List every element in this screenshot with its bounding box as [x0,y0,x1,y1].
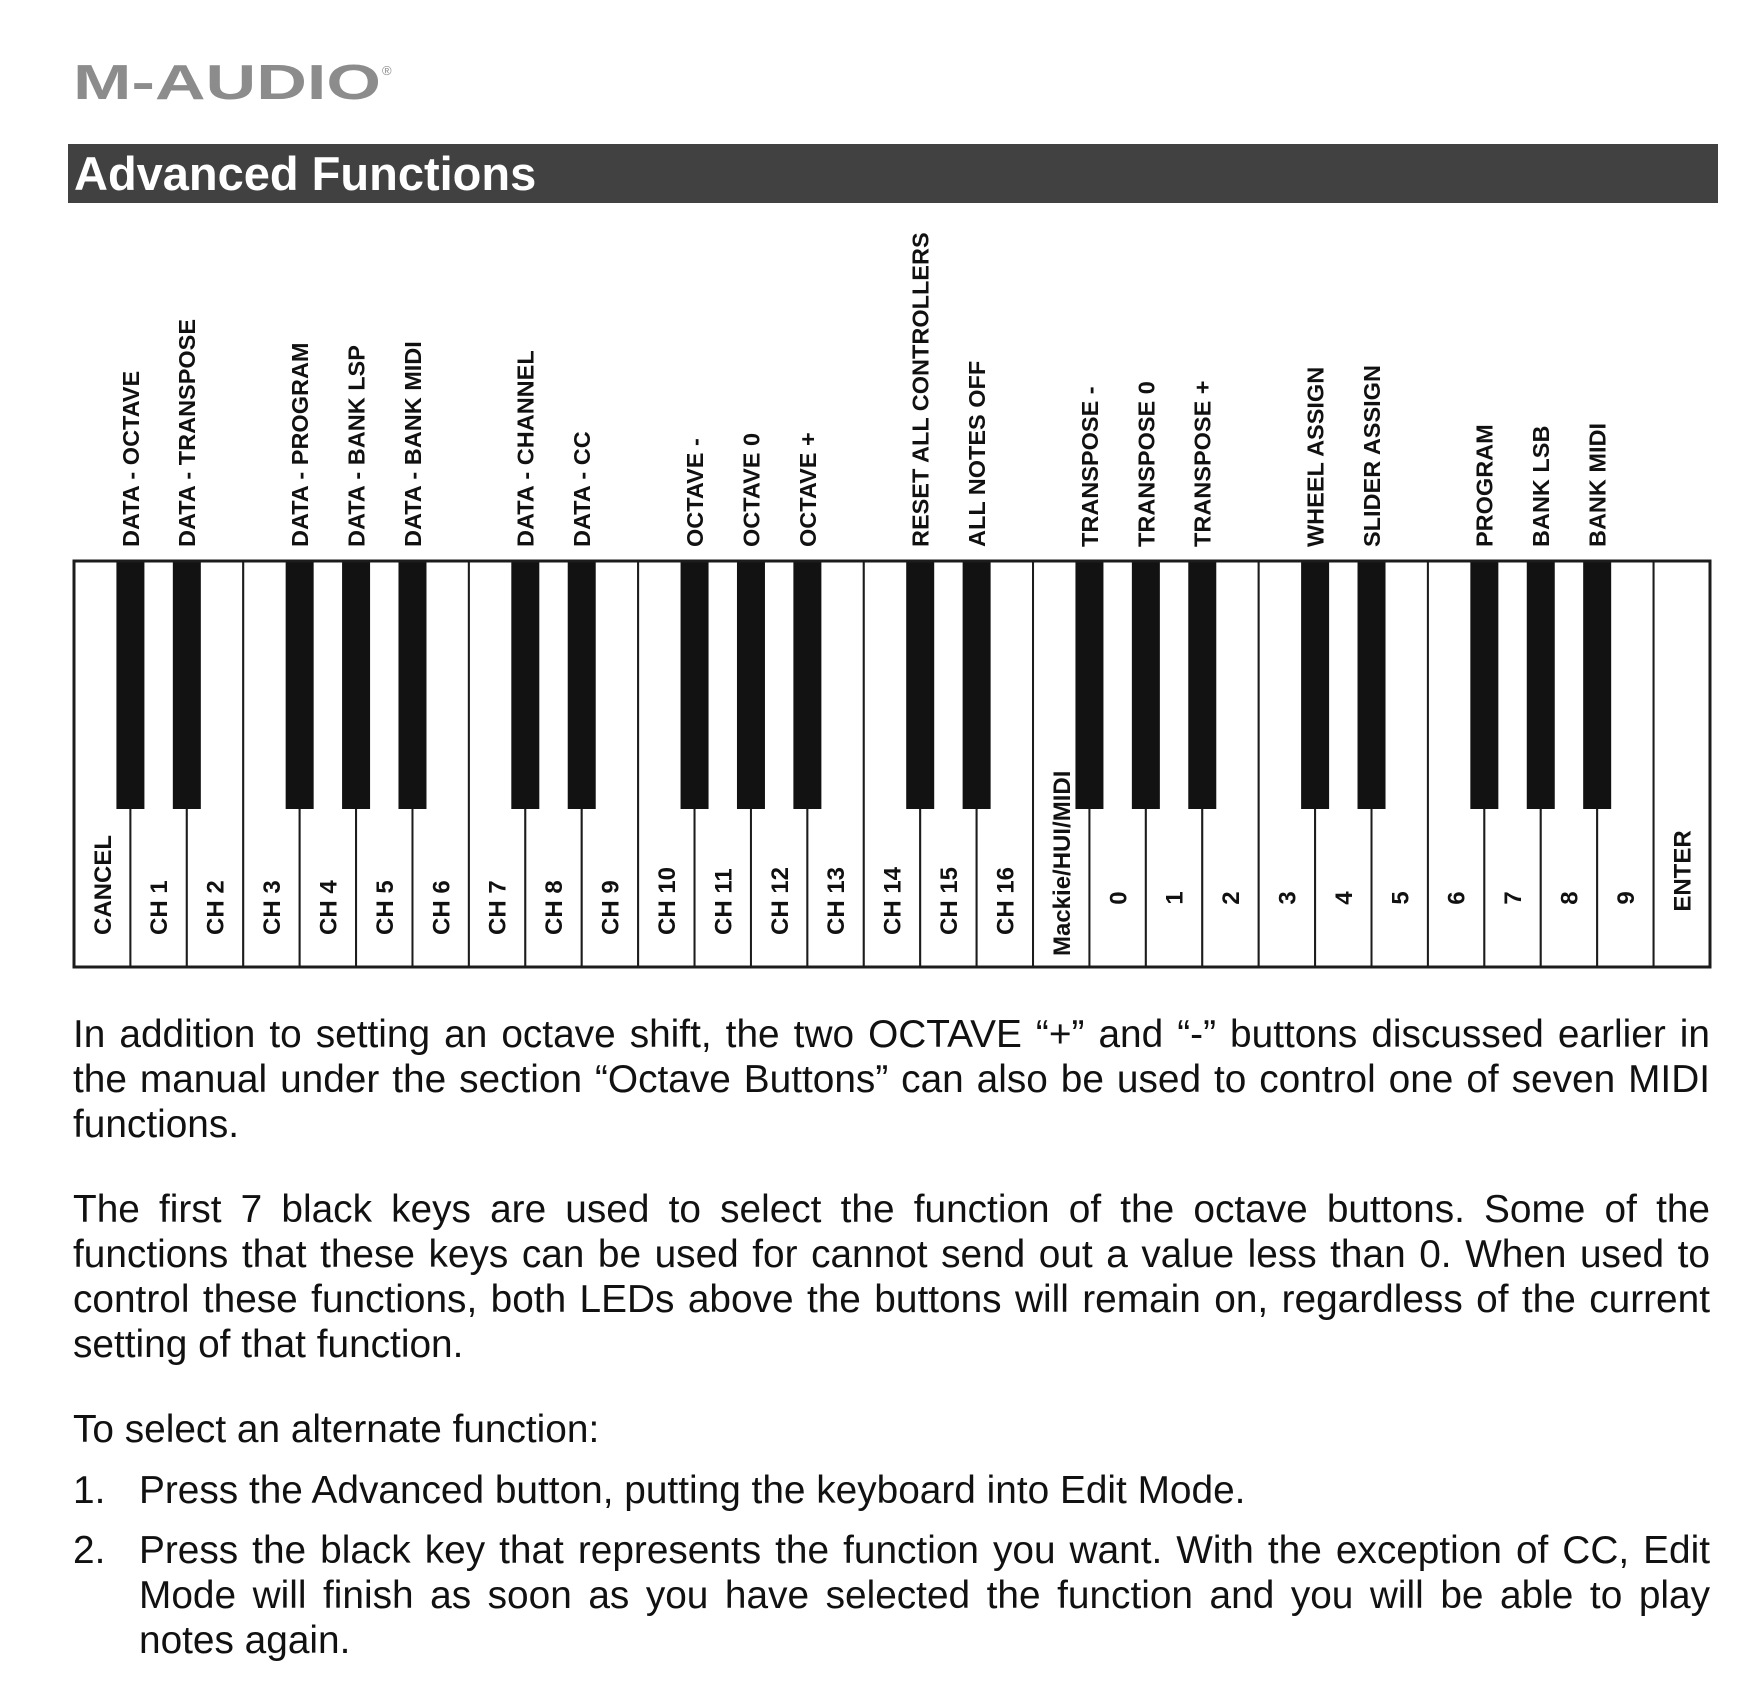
white-key-label: CH 6 [428,880,456,935]
white-key-label: CH 13 [823,866,851,935]
black-key-label: TRANSPOSE - [1076,386,1103,547]
black-key-octave [793,561,821,809]
black-key-label: DATA - PROGRAM [287,342,314,547]
white-key-label: CH 10 [653,866,681,935]
paragraph-line: To select an alternate function: [73,1408,600,1451]
paragraph-line: functions. [73,1103,240,1146]
white-key-label: 9 [1612,891,1640,905]
step-number: 1. [73,1469,106,1512]
black-key-reset-all-controllers [906,561,934,809]
paragraph-line: setting of that function. [73,1323,464,1366]
black-key-octave-0 [737,561,765,809]
white-keys [74,561,1710,967]
white-key-label: CH 11 [710,868,738,935]
black-key-data-transpose [173,561,201,809]
step-text [139,1468,1710,1513]
black-key-labels [118,232,1611,547]
paragraph-line: the manual under the section “Octave Buttons” can also be used to control one of seven MIDI [73,1058,1710,1101]
white-key-label: CH 14 [879,866,907,935]
body-text [73,1012,1710,1678]
step-line: notes again. [139,1619,351,1662]
black-key-label: OCTAVE 0 [738,432,765,547]
logo-wordmark: M-AUDIO [73,56,381,110]
step-2 [73,1528,1710,1663]
white-key-label: CANCEL [89,835,117,935]
white-key-label: 3 [1274,891,1302,905]
black-key-label: DATA - BANK LSP [343,345,370,547]
white-key-label: 1 [1161,891,1189,905]
white-key-label: 7 [1500,891,1528,905]
white-key-label: 2 [1218,891,1246,905]
paragraph-line: In addition to setting an octave shift, the two OCTAVE “+” and “-” buttons discussed earlier in [73,1013,1710,1056]
black-key-transpose [1188,561,1216,809]
black-key-label: OCTAVE - [681,438,708,547]
paragraph-black-keys [73,1187,1710,1367]
black-key-label: DATA - CHANNEL [512,350,539,547]
white-key-label: CH 3 [259,880,287,935]
black-key-data-channel [511,561,539,809]
black-key-label: BANK LSB [1528,425,1555,547]
white-key-label: Mackie/HUI/MIDI [1048,770,1076,956]
white-key-label: CH 4 [315,880,343,935]
step-text [139,1528,1710,1663]
black-key-label: TRANSPOSE 0 [1133,381,1160,547]
step-line: Press the black key that represents the function you want. With the exception of CC, Edit [139,1529,1710,1572]
steps-intro [73,1407,1710,1452]
white-key-label: CH 7 [484,880,512,935]
white-key-label: ENTER [1669,830,1697,912]
black-key-wheel-assign [1301,561,1329,809]
white-key-label: 6 [1443,891,1471,905]
black-key-program [1470,561,1498,809]
keyboard-diagram [0,200,1758,990]
black-key-label: SLIDER ASSIGN [1358,365,1385,547]
white-key-label: 5 [1387,891,1415,905]
paragraph-line: control these functions, both LEDs above the buttons will remain on, regardless of the current [73,1278,1710,1321]
black-key-data-octave [116,561,144,809]
step-number: 2. [73,1529,106,1572]
white-key-label: CH 9 [597,880,625,935]
black-key-label: OCTAVE + [794,432,821,547]
section-header-bar [68,144,1718,203]
white-key-label: 0 [1105,891,1133,905]
black-key-label: RESET ALL CONTROLLERS [907,232,934,547]
black-key-label: PROGRAM [1471,424,1498,547]
black-key-label: BANK MIDI [1584,422,1611,547]
white-key-label: 4 [1330,891,1358,905]
black-key-all-notes-off [963,561,991,809]
black-key-label: DATA - BANK MIDI [399,341,426,547]
black-key-bank-lsb [1527,561,1555,809]
step-line: Mode will finish as soon as you have selected the function and you will be able to play [139,1574,1710,1617]
black-key-label: DATA - TRANSPOSE [174,318,201,547]
black-key-label: ALL NOTES OFF [964,360,991,547]
white-key-label: CH 15 [936,866,964,935]
black-key-slider-assign [1358,561,1386,809]
paragraph-line: The first 7 black keys are used to select the function of the octave buttons. Some of the [73,1188,1710,1231]
white-key-label: 8 [1556,891,1584,905]
white-key-label: CH 16 [992,866,1020,935]
white-key-label: CH 8 [541,880,569,935]
white-key-label: CH 1 [146,880,174,935]
black-key-data-bank-lsp [342,561,370,809]
step-1 [73,1468,1710,1513]
white-key-label: CH 12 [766,866,794,935]
black-key-octave [681,561,709,809]
registered-mark: ® [382,63,392,78]
paragraph-line: functions that these keys can be used for cannot send out a value less than 0. When used to [73,1233,1710,1276]
black-key-bank-midi [1583,561,1611,809]
black-key-label: WHEEL ASSIGN [1302,366,1329,547]
black-key-label: DATA - OCTAVE [117,370,144,547]
step-line: Press the Advanced button, putting the keyboard into Edit Mode. [139,1469,1246,1512]
steps-list [73,1468,1710,1663]
black-key-transpose [1075,561,1103,809]
black-key-data-bank-midi [398,561,426,809]
m-audio-logo [0,0,440,120]
black-key-label: TRANSPOSE + [1189,380,1216,547]
paragraph-octave-functions [73,1012,1710,1147]
black-key-transpose-0 [1132,561,1160,809]
white-key-label: CH 5 [371,880,399,935]
section-title: Advanced Functions [74,147,537,200]
black-key-label: DATA - CC [569,431,596,547]
black-key-data-cc [568,561,596,809]
white-key-label: CH 2 [202,880,230,935]
black-key-data-program [286,561,314,809]
